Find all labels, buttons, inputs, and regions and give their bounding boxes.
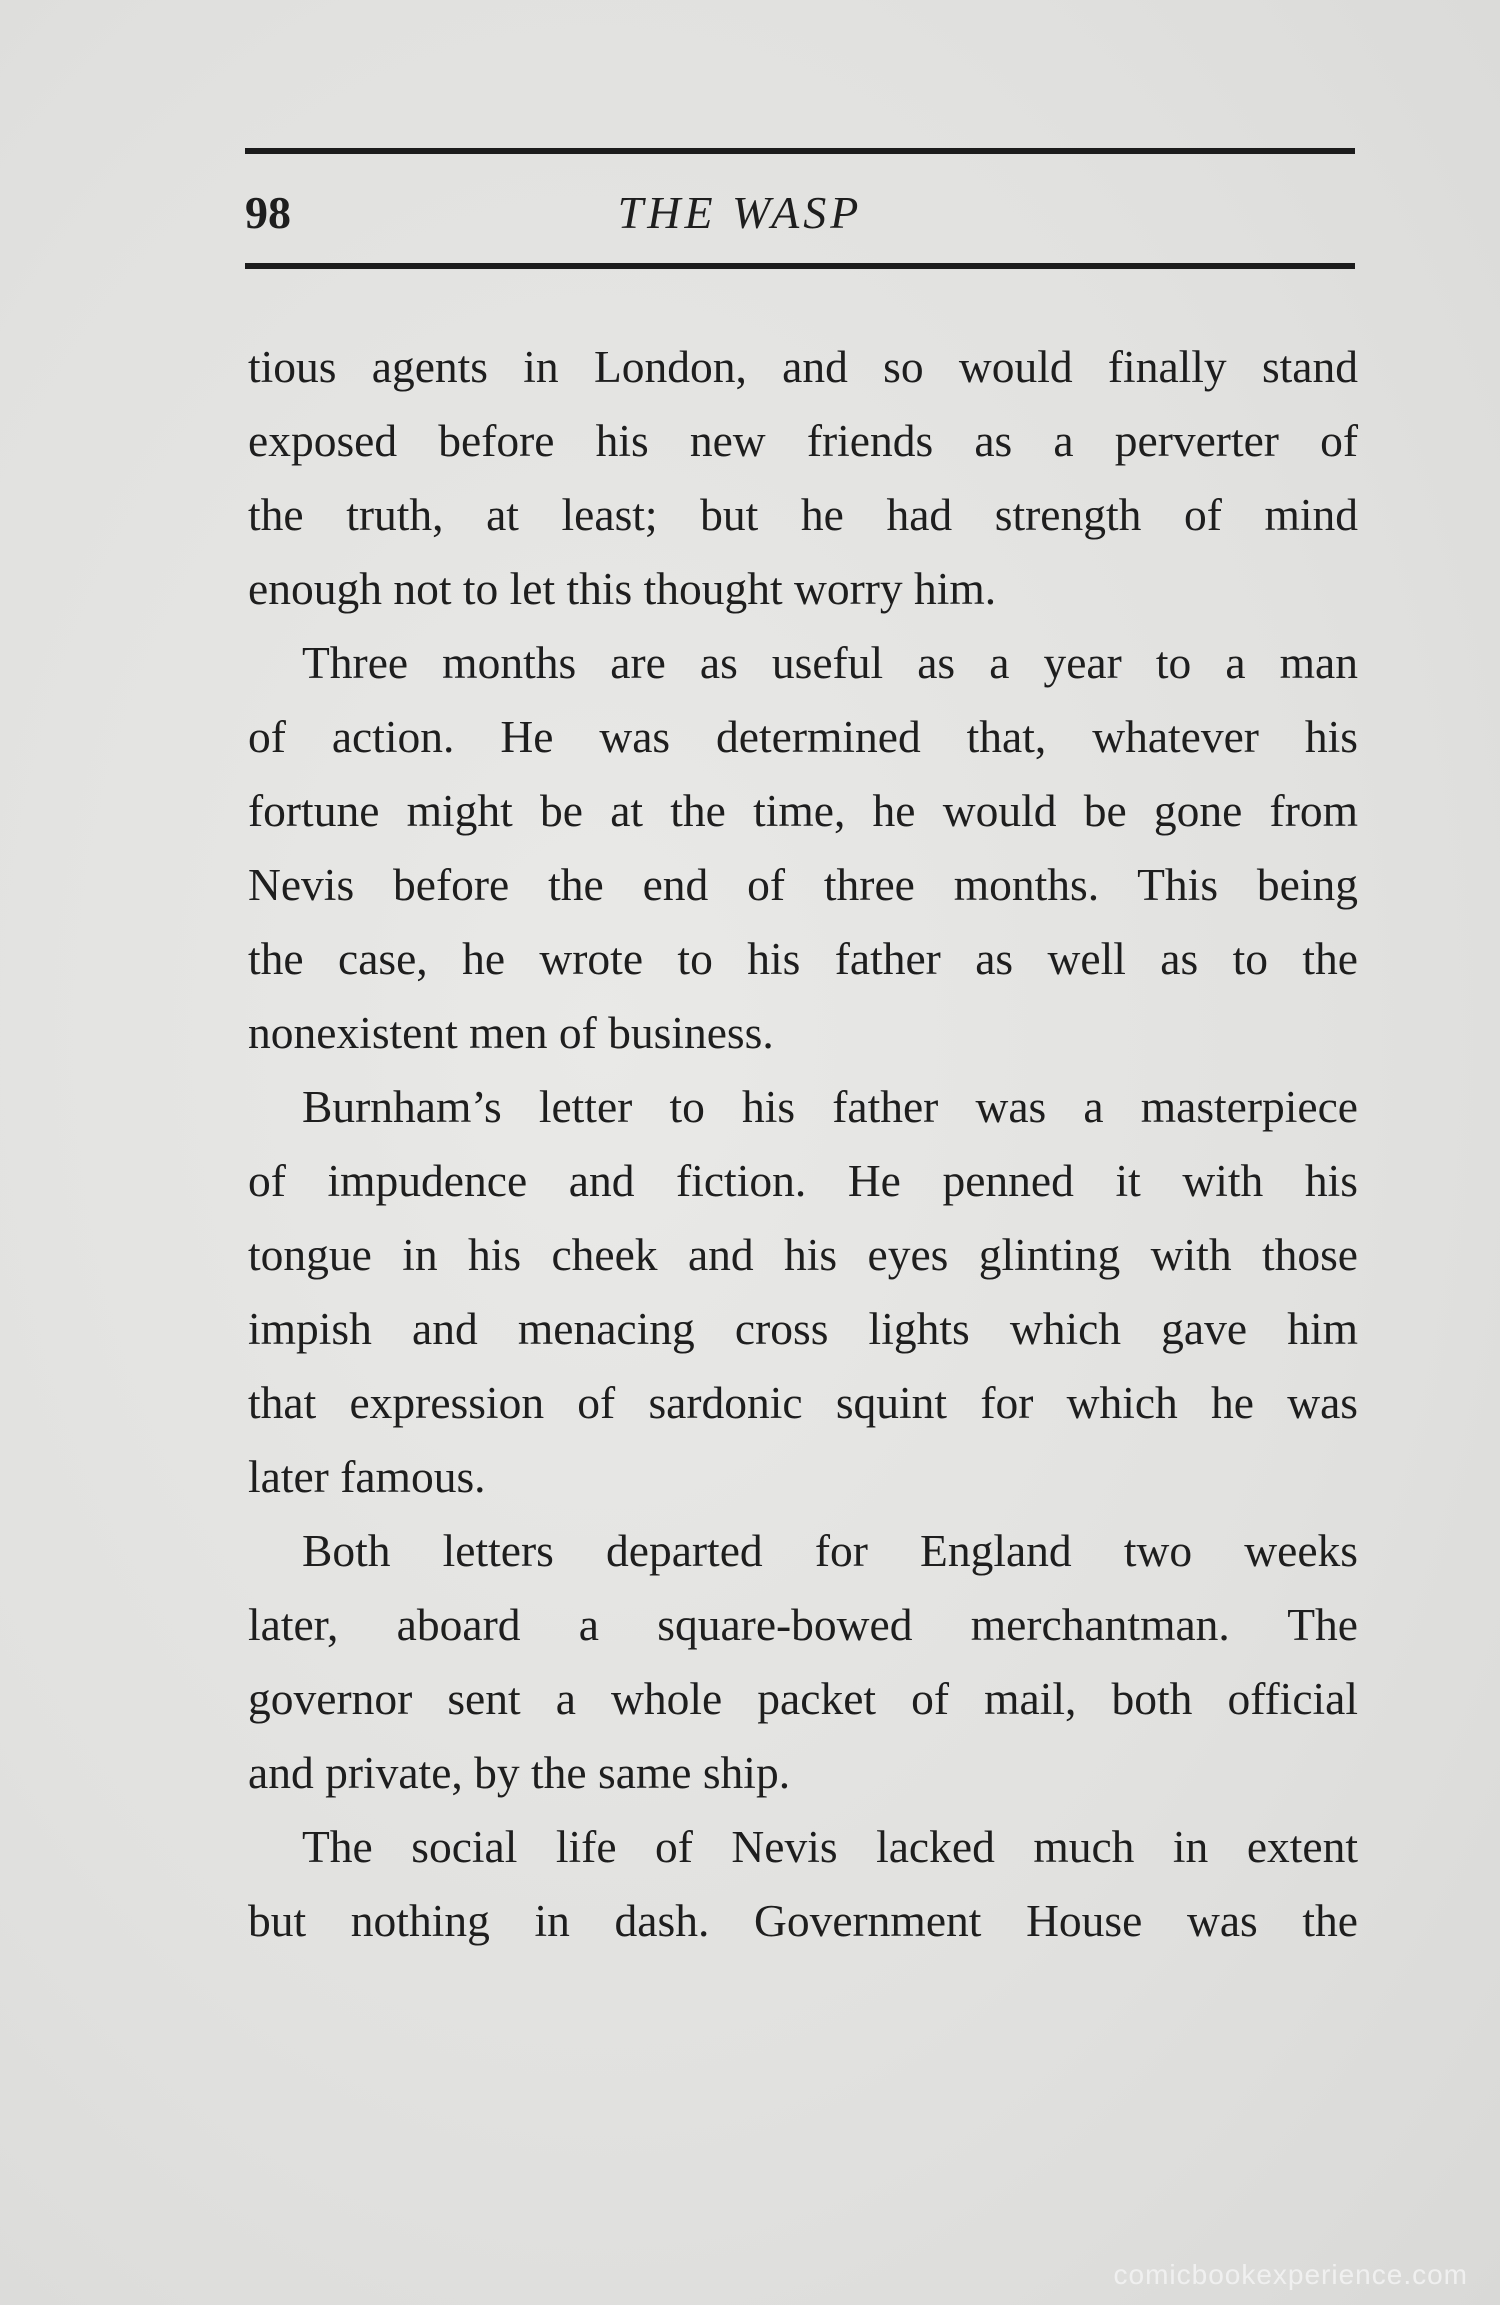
text-line: later famous. xyxy=(248,1451,486,1502)
text-line: The social life of Nevis lacked much in extent xyxy=(302,1821,1358,1872)
text-line: fortune might be at the time, he would be gone from xyxy=(248,785,1358,836)
text-line: impish and menacing cross lights which gave him xyxy=(248,1303,1358,1354)
text-line: Both letters departed for England two weeks xyxy=(302,1525,1358,1576)
text-line: but nothing in dash. Government House was the xyxy=(248,1895,1358,1946)
text-line: tious agents in London, and so would finally stand xyxy=(248,341,1358,392)
text-line: and private, by the same ship. xyxy=(248,1747,791,1798)
text-line: tongue in his cheek and his eyes glinting with those xyxy=(248,1229,1358,1280)
book-title: THE WASP xyxy=(617,187,863,238)
text-line: governor sent a whole packet of mail, both official xyxy=(248,1673,1358,1724)
text-line: later, aboard a square-bowed merchantman. The xyxy=(248,1599,1358,1650)
watermark: comicbookexperience.com xyxy=(1113,2259,1468,2290)
text-line: that expression of sardonic squint for which he was xyxy=(248,1377,1358,1428)
text-line: Burnham’s letter to his father was a masterpiece xyxy=(302,1081,1358,1132)
text-line: the truth, at least; but he had strength of mind xyxy=(248,489,1358,540)
text-line: the case, he wrote to his father as well as to the xyxy=(248,933,1358,984)
body-text xyxy=(248,330,1358,1958)
text-line: of action. He was determined that, whatever his xyxy=(248,711,1358,762)
text-line: nonexistent men of business. xyxy=(248,1007,774,1058)
text-line: Three months are as useful as a year to a man xyxy=(302,637,1358,688)
text-line: enough not to let this thought worry him. xyxy=(248,563,997,614)
header-top-rule xyxy=(245,148,1355,154)
text-line: of impudence and fiction. He penned it with his xyxy=(248,1155,1358,1206)
page-number: 98 xyxy=(245,187,291,238)
running-head xyxy=(245,185,1355,245)
text-line: Nevis before the end of three months. This being xyxy=(248,859,1358,910)
header-bottom-rule xyxy=(245,263,1355,269)
text-line: exposed before his new friends as a perverter of xyxy=(248,415,1358,466)
